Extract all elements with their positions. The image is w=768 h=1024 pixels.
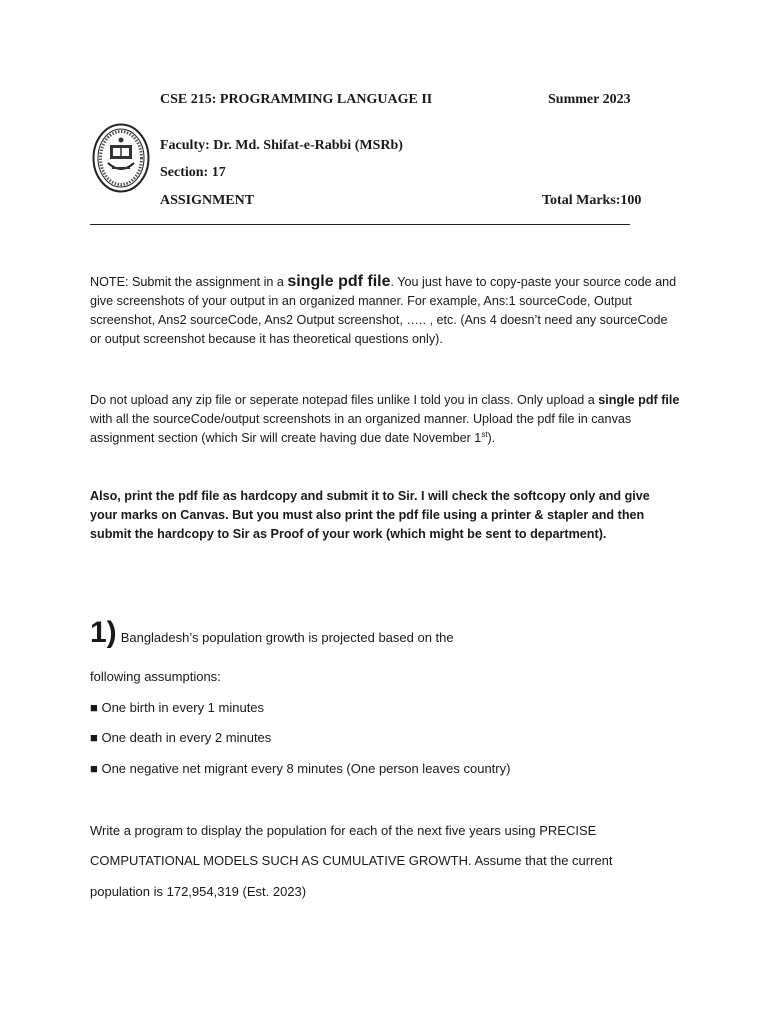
task-line-3: population is 172,954,319 (Est. 2023) (90, 884, 307, 899)
university-seal-logo (92, 123, 150, 193)
note-p2-emphasis: single pdf file (598, 393, 680, 407)
section-label: Section: 17 (160, 165, 226, 180)
note-p2-text: Do not upload any zip file or seperate notepad files unlike I told you in class. Only upload a (90, 393, 599, 407)
question-1-line-2: following assumptions: (90, 669, 221, 684)
assignment-label: ASSIGNMENT (160, 193, 255, 208)
note-p2-end: ). (487, 431, 496, 445)
course-title: CSE 215: PROGRAMMING LANGUAGE II (160, 92, 433, 107)
term-label: Summer 2023 (548, 92, 631, 107)
question-number: 1) (90, 616, 117, 649)
task-line-2: COMPUTATIONAL MODELS SUCH AS CUMULATIVE GROWTH. Assume that the current (90, 853, 613, 868)
bullet-death: ■ One death in every 2 minutes (90, 730, 272, 745)
note-paragraph-3: Also, print the pdf file as hardcopy and submit it to Sir. I will check the softcopy only and give your marks on Canvas. But you must also print the pdf file using a printer & stapler and then submit the hardcopy to Sir as Proof of your work (which might be sent to department). (90, 489, 650, 541)
faculty-label: Faculty: Dr. Md. Shifat-e-Rabbi (MSRb) (160, 138, 403, 153)
note-p2-rest: with all the sourceCode/output screenshots in an organized manner. Upload the pdf file in canvas assignment section (which Sir will create having due date November 1 (90, 412, 632, 445)
note-paragraph-2 (90, 391, 680, 448)
question-1-heading (90, 616, 454, 650)
note-paragraph-1 (90, 272, 680, 349)
question-1-line-1: Bangladesh’s population growth is projected based on the (120, 630, 454, 645)
note-p1-text: NOTE: Submit the assignment in a (90, 275, 288, 289)
note-p1-rest: . You just have to copy-paste your source code and give screenshots of your output in an organized manner. For example, Ans:1 sourceCode, Output screenshot, Ans2 sourceCode, Ans2 Output screenshot, ….. , etc. (Ans 4 doesn’t need any sourceCode or output screenshot because it has theoretical questions only). (90, 275, 677, 346)
bullet-birth: ■ One birth in every 1 minutes (90, 700, 265, 715)
header-divider (90, 224, 630, 225)
bullet-migrant: ■ One negative net migrant every 8 minutes (One person leaves country) (90, 761, 511, 776)
total-marks-label: Total Marks:100 (542, 193, 642, 208)
note-p1-emphasis: single pdf file (287, 273, 391, 290)
task-line-1: Write a program to display the population for each of the next five years using PRECISE (90, 823, 597, 838)
note-p2-superscript: st (481, 429, 488, 439)
